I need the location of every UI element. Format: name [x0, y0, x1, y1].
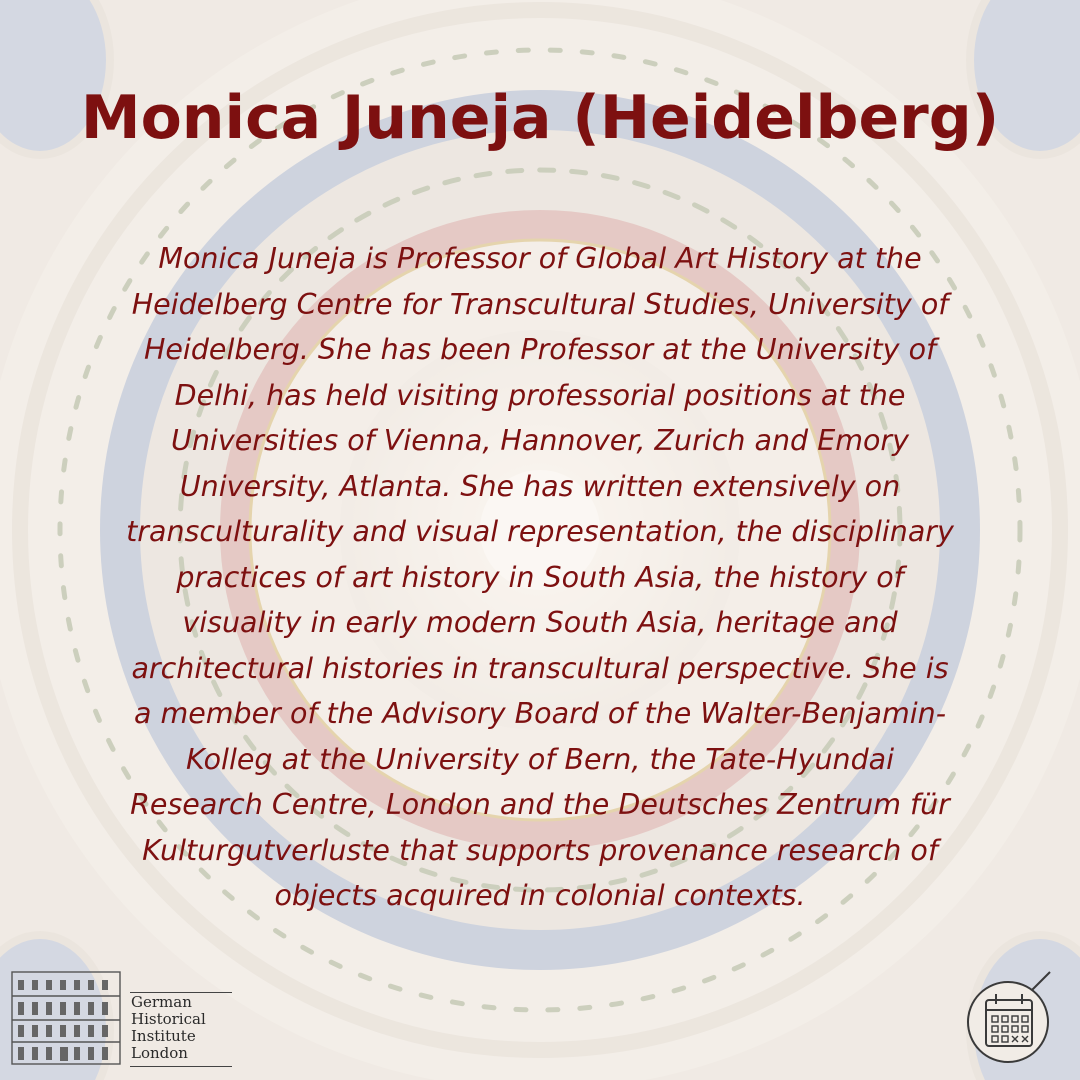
- bio-line: visuality in early modern South Asia, heritage and: [182, 606, 898, 639]
- bio-line: Universities of Vienna, Hannover, Zurich and Emory: [170, 424, 909, 457]
- bio-line: Research Centre, London and the Deutsches Zentrum für: [130, 788, 950, 821]
- bio-line: practices of art history in South Asia, the history of: [176, 560, 904, 594]
- bio-line: Delhi, has held visiting professorial positions at the: [174, 378, 906, 412]
- bio-line: objects acquired in colonial contexts.: [274, 879, 806, 912]
- logo-line: Historical: [131, 1010, 206, 1028]
- bio-line: a member of the Advisory Board of the Walter-Benjamin-: [133, 697, 947, 730]
- building-facade-icon: [10, 968, 125, 1068]
- logo-divider: [130, 1066, 232, 1067]
- logo-wordmark: [131, 994, 206, 1062]
- bio-line: Kolleg at the University of Bern, the Tate-Hyundai: [185, 742, 895, 776]
- bio-line: transculturality and visual representation, the disciplinary: [126, 515, 954, 548]
- logo-line: Institute: [131, 1027, 196, 1045]
- bio-line: architectural histories in transcultural perspective. She is: [131, 651, 949, 685]
- biography-text: [36, 236, 1044, 919]
- bio-line: Kulturgutverluste that supports provenance research of: [142, 833, 938, 867]
- bio-line: University, Atlanta. She has written extensively on: [179, 469, 901, 503]
- logo-line: German: [131, 993, 192, 1011]
- calendar-icon: [962, 970, 1062, 1070]
- bio-line: Heidelberg. She has been Professor at the University of: [143, 333, 937, 366]
- bio-line: Monica Juneja is Professor of Global Art History at the: [158, 242, 922, 275]
- bio-line: Heidelberg Centre for Transcultural Studies, University of: [131, 287, 949, 321]
- ghil-logo: [10, 968, 230, 1068]
- page-title: Monica Juneja (Heidelberg): [80, 83, 1000, 153]
- logo-line: London: [131, 1044, 188, 1062]
